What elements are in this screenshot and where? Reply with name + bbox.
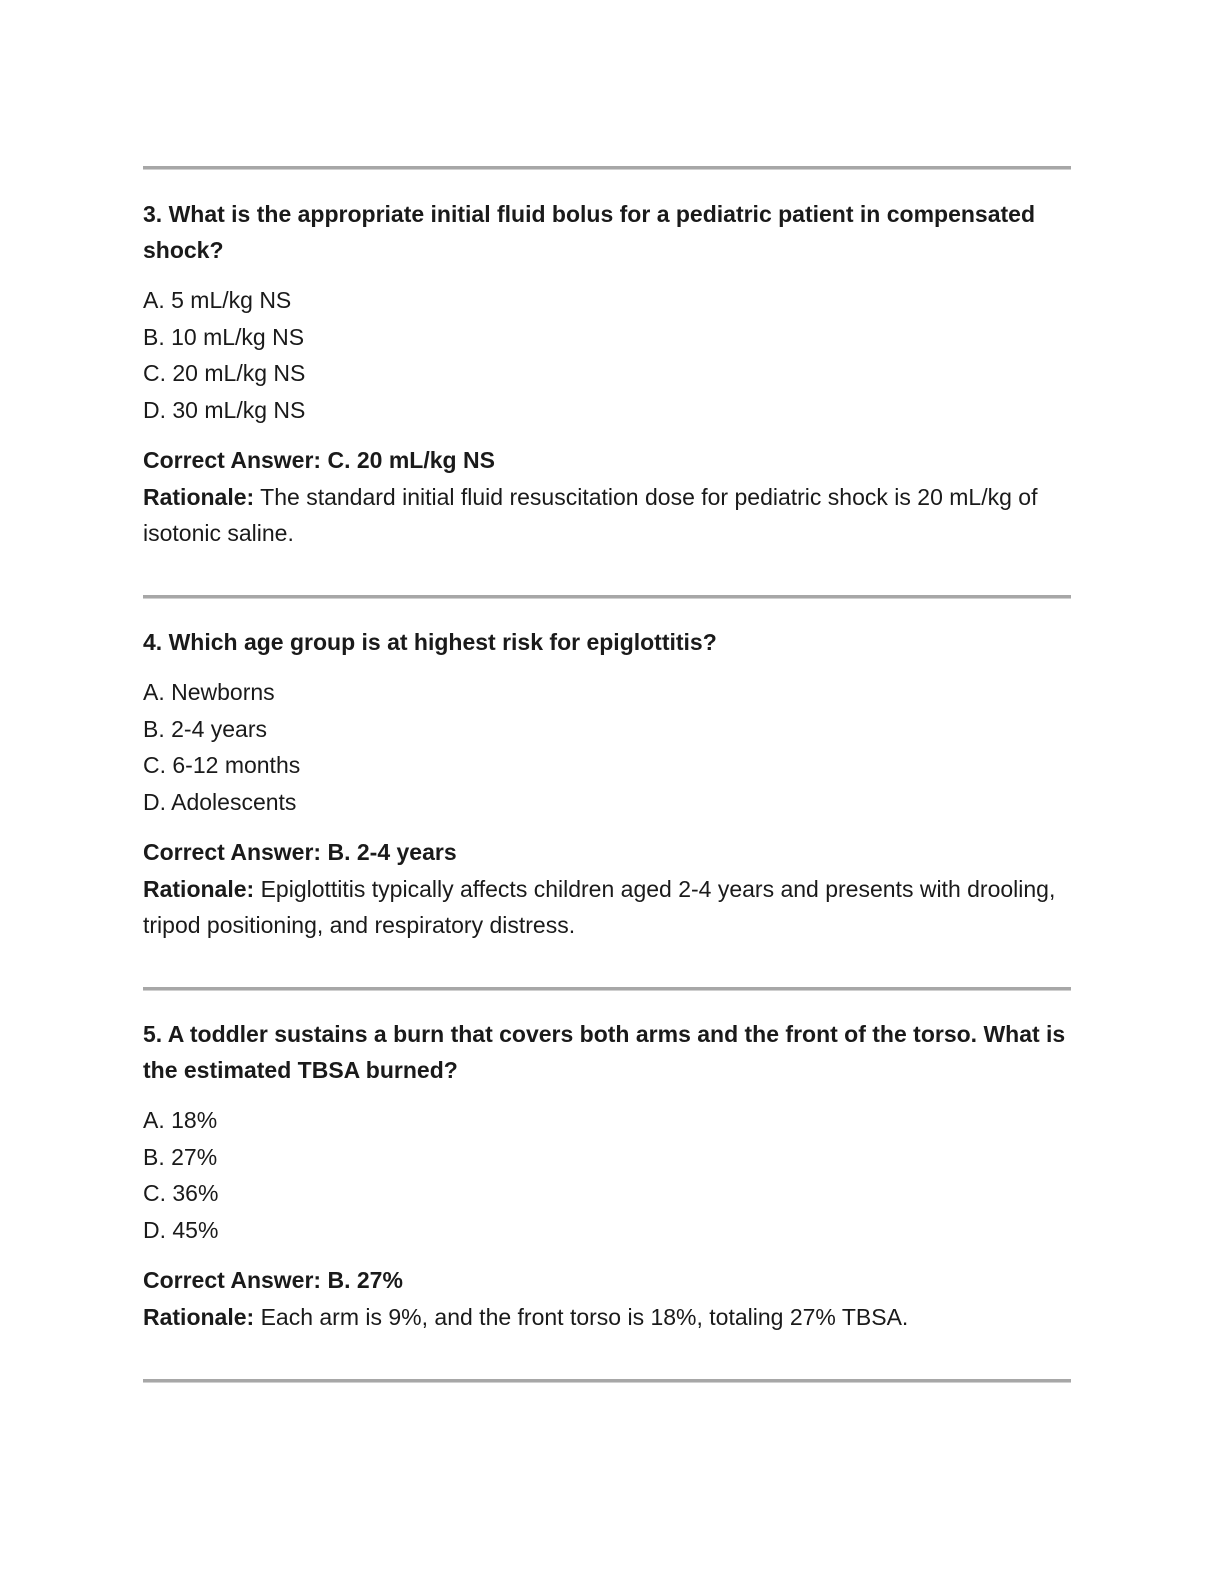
question-5 <box>143 1016 1071 1335</box>
rationale <box>143 871 1071 944</box>
option-c: C. 20 mL/kg NS <box>143 360 306 386</box>
option-d: D. 30 mL/kg NS <box>143 396 306 423</box>
rationale <box>143 1299 1071 1336</box>
option-d: D. 45% <box>143 1216 219 1243</box>
rationale-label: Rationale: <box>143 875 255 902</box>
option-a: A. Newborns <box>143 679 275 705</box>
rationale-label: Rationale: <box>143 1303 255 1330</box>
divider <box>143 987 1071 991</box>
correct-answer: Correct Answer: C. 20 mL/kg NS <box>143 447 495 473</box>
question-text: 3. What is the appropriate initial fluid bolus for a pediatric patient in compensated shock? <box>143 201 1036 263</box>
option-a: A. 18% <box>143 1107 218 1133</box>
question-text: 4. Which age group is at highest risk for epiglottitis? <box>143 629 717 655</box>
options-list <box>143 1102 1071 1248</box>
correct-answer: Correct Answer: B. 27% <box>143 1267 403 1293</box>
divider <box>143 166 1071 170</box>
divider <box>143 595 1071 599</box>
rationale-label: Rationale: <box>143 483 255 510</box>
question-text: 5. A toddler sustains a burn that covers both arms and the front of the torso. What is the estimated TBSA burned? <box>143 1021 1066 1083</box>
rationale <box>143 479 1071 552</box>
option-d: D. Adolescents <box>143 788 297 815</box>
rationale-text: Each arm is 9%, and the front torso is 18%, totaling 27% TBSA. <box>260 1303 909 1330</box>
option-b: B. 10 mL/kg NS <box>143 323 305 350</box>
option-a: A. 5 mL/kg NS <box>143 287 292 313</box>
correct-answer: Correct Answer: B. 2-4 years <box>143 839 457 865</box>
question-4 <box>143 624 1071 944</box>
rationale-text: The standard initial fluid resuscitation dose for pediatric shock is 20 mL/kg of isotonic saline. <box>143 483 1038 546</box>
options-list <box>143 282 1071 428</box>
answer-section <box>143 442 1071 552</box>
answer-section <box>143 834 1071 944</box>
rationale-text: Epiglottitis typically affects children aged 2-4 years and presents with drooling, tripod positioning, and respiratory distress. <box>143 875 1056 938</box>
option-b: B. 2-4 years <box>143 715 267 742</box>
answer-section <box>143 1262 1071 1335</box>
option-b: B. 27% <box>143 1143 218 1170</box>
divider <box>143 1379 1071 1383</box>
option-c: C. 36% <box>143 1180 219 1206</box>
option-c: C. 6-12 months <box>143 752 301 778</box>
question-3 <box>143 196 1071 552</box>
options-list <box>143 674 1071 820</box>
